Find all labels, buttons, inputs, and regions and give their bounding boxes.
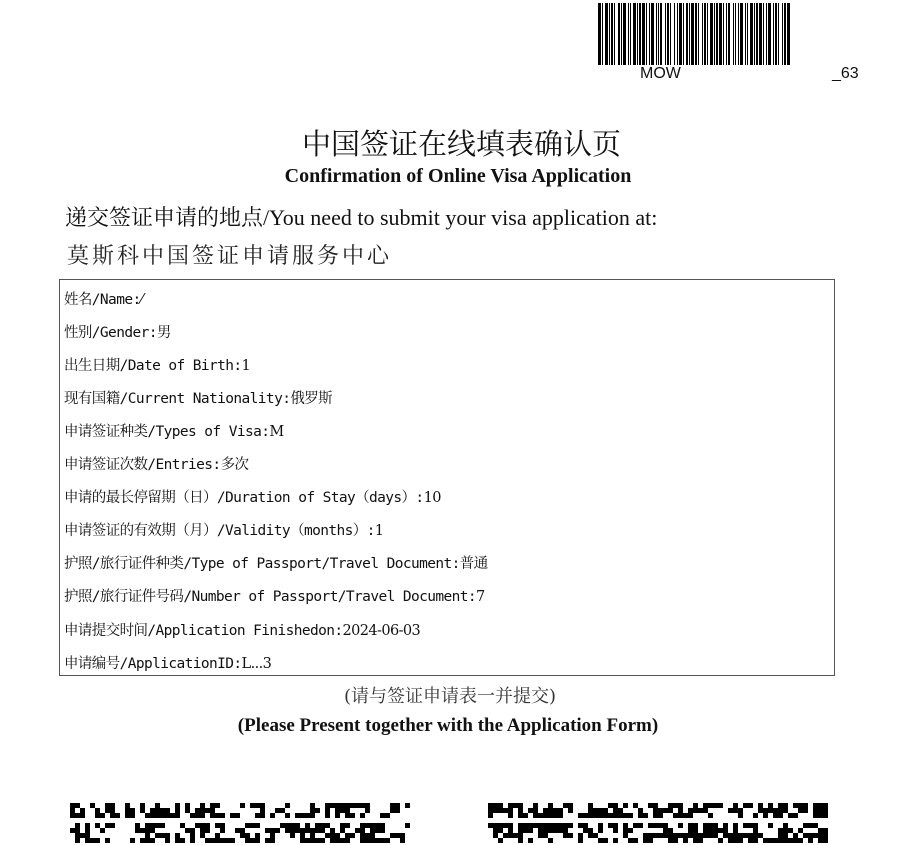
code-module (75, 838, 80, 843)
submit-location-label: 递交签证申请的地点/You need to submit your visa application at: (65, 205, 658, 230)
code-module (385, 813, 390, 818)
code-module (748, 803, 753, 808)
code-module (345, 823, 350, 828)
field-finished-on (64, 621, 420, 641)
code-module (285, 813, 290, 818)
code-module (110, 823, 115, 828)
code-module (270, 813, 275, 818)
field-validity-label: 申请签证的有效期（月）/Validity（months）: (64, 523, 375, 539)
code-module (310, 813, 315, 818)
code-module (578, 838, 583, 843)
code-module (235, 813, 240, 818)
code-module (798, 838, 803, 843)
code-module (285, 803, 290, 808)
code-module (803, 808, 808, 813)
code-module (698, 838, 703, 843)
code-module (325, 813, 330, 818)
code-module (718, 803, 723, 808)
submission-note-en: (Please Present together with the Application Form) (237, 715, 659, 736)
field-entries-value: 多次 (220, 457, 249, 473)
code-module (315, 808, 320, 813)
field-name-label: 姓名/Name: (64, 292, 141, 308)
code-module (160, 823, 165, 828)
code-module (255, 838, 260, 843)
code-module (150, 838, 155, 843)
code-module (165, 838, 170, 843)
pdf417-code-left (70, 803, 410, 845)
field-visa-type-label: 申请签证种类/Types of Visa: (64, 424, 270, 440)
code-module (360, 813, 365, 818)
code-module (270, 838, 275, 843)
code-module (350, 833, 355, 838)
code-module (638, 823, 643, 828)
code-module (395, 808, 400, 813)
code-module (633, 838, 638, 843)
code-module (613, 838, 618, 843)
code-module (648, 838, 653, 843)
field-application-id-value: L...3 (241, 656, 272, 672)
barcode (598, 3, 904, 82)
code-module (753, 813, 758, 818)
code-module (320, 838, 325, 843)
code-module (508, 813, 513, 818)
field-validity-value: 1 (374, 523, 384, 539)
field-nationality (64, 389, 332, 409)
field-gender-value: 男 (156, 325, 171, 341)
code-module (100, 828, 105, 833)
code-module (613, 828, 618, 833)
code-module (628, 828, 633, 833)
code-module (220, 813, 225, 818)
code-module (350, 813, 355, 818)
code-module (738, 813, 743, 818)
code-module (130, 813, 135, 818)
application-info-box (59, 279, 835, 676)
code-module (528, 828, 533, 833)
code-module (568, 808, 573, 813)
code-module (400, 838, 405, 843)
field-application-id-label: 申请编号/ApplicationID: (64, 656, 242, 672)
code-module (488, 813, 493, 818)
code-module (200, 813, 205, 818)
code-module (220, 828, 225, 833)
code-module (518, 838, 523, 843)
field-entries-label: 申请签证次数/Entries: (64, 457, 221, 473)
field-finished-on-value: 2024-06-03 (342, 623, 421, 639)
field-passport-type-label: 护照/旅行证件种类/Type of Passport/Travel Document: (64, 556, 460, 572)
field-nationality-value: 俄罗斯 (290, 391, 333, 407)
code-module (80, 813, 85, 818)
submission-note-cn: (请与签证申请表一并提交) (343, 686, 557, 707)
submit-location-center: 莫斯科中国签证申请服务中心 (67, 244, 393, 269)
code-module (718, 838, 723, 843)
field-gender (64, 323, 171, 343)
code-module (568, 833, 573, 838)
field-passport-number (64, 587, 485, 607)
code-module (95, 838, 100, 843)
code-module (683, 838, 688, 843)
field-passport-number-value: 7 (476, 589, 485, 605)
code-module (190, 838, 195, 843)
field-entries (64, 455, 248, 475)
field-duration-label: 申请的最长停留期（日）/Duration of Stay（days）: (64, 490, 424, 506)
code-module (598, 828, 603, 833)
code-module (498, 838, 503, 843)
code-module (603, 838, 608, 843)
code-module (568, 823, 573, 828)
field-visa-type-value: M (269, 424, 284, 440)
field-duration-value: 10 (423, 490, 441, 506)
field-name (64, 290, 142, 310)
field-name-value: ⁄ (140, 292, 143, 308)
code-module (658, 813, 663, 818)
code-module (808, 838, 813, 843)
pdf417-code-right (488, 803, 828, 845)
code-module (623, 803, 628, 808)
barcode-space (790, 3, 791, 65)
code-module (793, 813, 798, 818)
code-module (105, 838, 110, 843)
code-module (380, 828, 385, 833)
field-dob (64, 356, 250, 376)
code-module (290, 833, 295, 838)
code-module (215, 803, 220, 808)
code-module (405, 823, 410, 828)
barcode-left-text: MOW (640, 65, 681, 82)
field-passport-number-label: 护照/旅行证件号码/Number of Passport/Travel Document: (64, 589, 476, 605)
code-module (768, 823, 773, 828)
code-module (275, 828, 280, 833)
code-module (260, 813, 265, 818)
code-module (643, 813, 648, 818)
field-validity (64, 521, 383, 541)
code-module (523, 813, 528, 818)
code-module (335, 813, 340, 818)
code-module (688, 813, 693, 818)
field-passport-type-value: 普通 (459, 556, 488, 572)
field-application-id (64, 654, 271, 674)
code-module (778, 813, 783, 818)
code-module (130, 838, 135, 843)
code-module (230, 838, 235, 843)
barcode-right-text: _63 (832, 65, 859, 82)
field-dob-label: 出生日期/Date of Birth: (64, 358, 242, 374)
code-module (678, 823, 683, 828)
code-module (708, 813, 713, 818)
code-module (180, 838, 185, 843)
code-module (365, 808, 370, 813)
field-nationality-label: 现有国籍/Current Nationality: (64, 391, 291, 407)
code-module (528, 838, 533, 843)
field-passport-type (64, 554, 488, 574)
code-module (823, 813, 828, 818)
code-module (100, 813, 105, 818)
code-module (548, 838, 553, 843)
page-title-cn: 中国签证在线填表确认页 (301, 127, 621, 161)
code-module (385, 838, 390, 843)
field-gender-label: 性别/Gender: (64, 325, 157, 341)
field-visa-type (64, 422, 284, 442)
code-module (673, 838, 678, 843)
code-module (240, 803, 245, 808)
code-module (823, 838, 828, 843)
code-module (175, 813, 180, 818)
code-module (738, 838, 743, 843)
code-module (763, 813, 768, 818)
code-module (115, 813, 120, 818)
code-module (558, 813, 563, 818)
code-module (345, 838, 350, 843)
field-duration (64, 488, 441, 508)
code-module (405, 803, 410, 808)
code-module (628, 813, 633, 818)
code-module (255, 823, 260, 828)
field-finished-on-label: 申请提交时间/Application Finishedon: (64, 623, 343, 639)
code-module (753, 838, 758, 843)
code-module (205, 828, 210, 833)
page-title-en: Confirmation of Online Visa Application (284, 165, 632, 187)
barcode-bars (598, 3, 904, 65)
field-dob-value: 1 (241, 358, 251, 374)
